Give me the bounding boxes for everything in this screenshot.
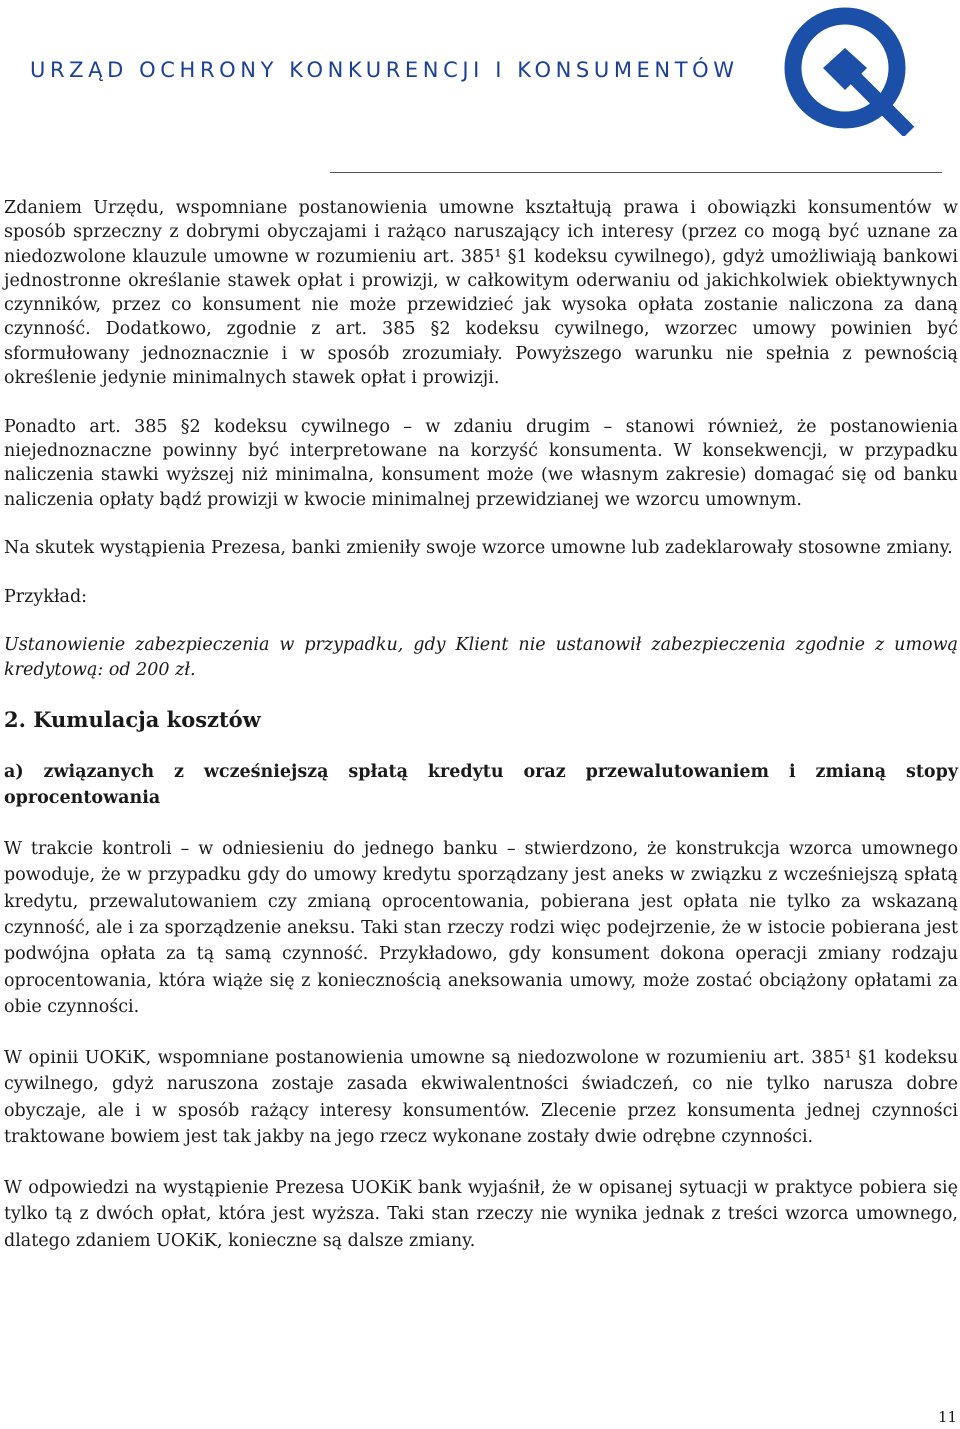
page-number: 11 bbox=[938, 1408, 958, 1426]
paragraph-inspection: W trakcie kontroli – w odniesieniu do jednego banku – stwierdzono, że konstrukcja wzorca umownego powoduje, że w przypadku gdy do umowy kredytu sporządzany jest aneks w związku z wcześniejszą spłatą kredytu, przewalutowaniem czy zmianą oprocentowania, pobierana jest opłata nie tylko za wskazaną czynność, ale i za sporządzenie aneksu. Taki stan rzeczy rodzi więc podejrzenie, że w istocie pobierana jest podwójna opłata za tą samą czynność. Przykładowo, gdy konsument dokona operacji zmiany rodzaju oprocentowania, która wiąże się z koniecznością aneksowania umowy, może zostać obciążony opłatami za obie czynności. bbox=[4, 838, 958, 1018]
header-title: URZĄD OCHRONY KONKURENCJI I KONSUMENTÓW bbox=[30, 58, 739, 82]
paragraph-uokik-opinion: W opinii UOKiK, wspomniane postanowienia umowne są niedozwolone w rozumieniu art. 385¹ §1 kodeksu cywilnego, gdyż naruszona zostaje zasada ekwiwalentności świadczeń, co nie tylko narusza dobre obyczaje, ale i w sposób rażący interesy konsumentów. Zlecenie przez konsumenta jednej czynności traktowane bowiem jest tak jakby na jego rzecz wykonane zostały dwie odrębne czynności. bbox=[4, 1047, 958, 1148]
paragraph-opinion: Zdaniem Urzędu, wspomniane postanowienia umowne kształtują prawa i obowiązki konsumentów w sposób sprzeczny z dobrymi obyczajami i rażąco naruszający ich interesy (przez co mogą być uznane za niedozwolone klauzule umowne w rozumieniu art. 385¹ §1 kodeksu cywilnego), gdyż umożliwiają bankowi jednostronne określanie stawek opłat i prowizji, w całkowitym oderwaniu od jakichkolwiek obiektywnych czynników, przez co konsument nie może przewidzieć jak wysoka opłata zostanie naliczona za daną czynność. Dodatkowo, zgodnie z art. 385 §2 kodeksu cywilnego, wzorzec umowy powinien być sformułowany jednoznacznie i w sposób zrozumiały. Powyższego warunku nie spełnia z pewnością określenie jedynie minimalnych stawek opłat i prowizji. bbox=[4, 198, 958, 389]
paragraph-interpretation: Ponadto art. 385 §2 kodeksu cywilnego – w zdaniu drugim – stanowi również, że postanowienia niejednoznaczne powinny być interpretowane na korzyść konsumenta. W konsekwencji, w przypadku naliczenia stawki wyższej niż minimalna, konsument może (we własnym zakresie) domagać się od banku naliczenia opłaty bądź prowizji w kwocie minimalnej przewidzianej we wzorcu umownym. bbox=[4, 416, 958, 510]
header-divider bbox=[330, 172, 942, 173]
example-label: Przykład: bbox=[4, 586, 88, 607]
paragraph-outcome: Na skutek wystąpienia Prezesa, banki zmieniły swoje wzorce umowne lub zadeklarowały stosowne zmiany. bbox=[4, 538, 953, 559]
example-text: Ustanowienie zabezpieczenia w przypadku, gdy Klient nie ustanowił zabezpieczenia zgodnie z umową kredytową: od 200 zł. bbox=[4, 635, 958, 680]
uokik-logo bbox=[783, 6, 918, 136]
section-heading: 2. Kumulacja kosztów bbox=[4, 706, 261, 732]
document-body bbox=[4, 196, 958, 1254]
paragraph-bank-response: W odpowiedzi na wystąpienie Prezesa UOKiK bank wyjaśnił, że w opisanej sytuacji w praktyce pobiera się tylko tą z dwóch opłat, która jest wyższa. Taki stan rzeczy nie wynika jednak z treści wzorca umownego, dlatego zdaniem UOKiK, konieczne są dalsze zmiany. bbox=[4, 1177, 958, 1251]
section-subheading: a) związanych z wcześniejszą spłatą kredytu oraz przewalutowaniem i zmianą stopy oprocentowania bbox=[4, 761, 958, 809]
